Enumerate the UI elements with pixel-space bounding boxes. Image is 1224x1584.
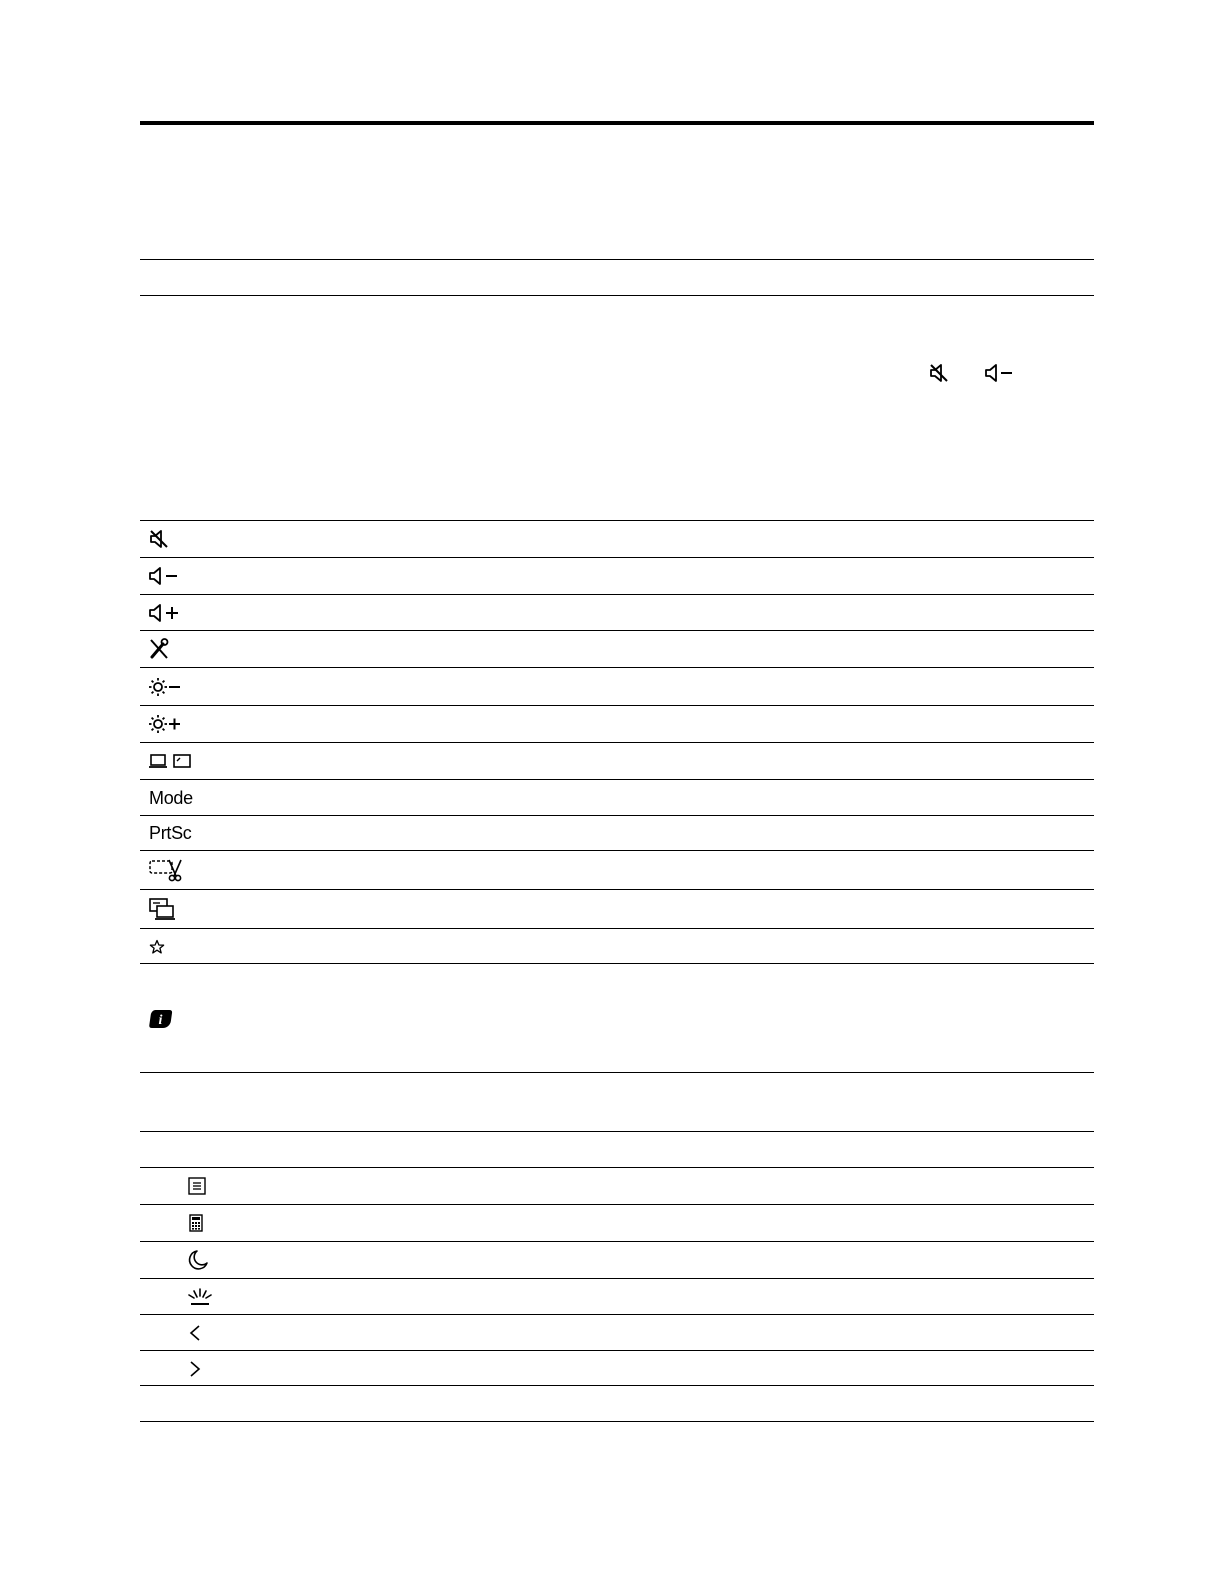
table-rule — [140, 1241, 1094, 1242]
table-rule — [140, 779, 1094, 780]
table-rule — [140, 742, 1094, 743]
print-screen-key-label — [149, 818, 192, 848]
volume-up-icon — [148, 598, 180, 628]
prtsc-key-text: PrtSc — [149, 823, 192, 843]
table-rule — [140, 1421, 1094, 1422]
table-rule — [140, 1385, 1094, 1386]
screen-mirror-icon — [148, 894, 178, 924]
inline-icon-group — [928, 362, 1014, 389]
table-rule — [140, 963, 1094, 964]
table-rule — [140, 1167, 1094, 1168]
table-rule — [140, 1072, 1094, 1073]
header-rule — [140, 121, 1094, 125]
speaker-mute-icon — [148, 524, 170, 554]
brightness-up-icon — [148, 709, 182, 739]
table-rule — [140, 259, 1094, 260]
microphone-mute-icon — [148, 634, 170, 664]
sleep-moon-icon — [187, 1245, 209, 1275]
svg-text:i: i — [158, 1013, 163, 1028]
chevron-right-icon — [187, 1354, 203, 1384]
table-rule — [140, 815, 1094, 816]
table-rule — [140, 1204, 1094, 1205]
display-switch-icon — [148, 746, 192, 776]
table-rule — [140, 705, 1094, 706]
mode-key-label — [149, 783, 193, 813]
table-rule — [140, 295, 1094, 296]
table-rule — [140, 594, 1094, 595]
volume-down-icon — [984, 362, 1014, 389]
table-rule — [140, 850, 1094, 851]
keyboard-backlight-icon — [187, 1282, 213, 1312]
table-rule — [140, 557, 1094, 558]
table-rule — [140, 667, 1094, 668]
star-icon — [149, 932, 165, 962]
menu-list-icon — [187, 1171, 207, 1201]
brightness-down-icon — [148, 672, 182, 702]
table-rule — [140, 1131, 1094, 1132]
volume-down-icon — [148, 561, 180, 591]
mode-key-text: Mode — [149, 788, 193, 808]
table-rule — [140, 1314, 1094, 1315]
info-icon — [148, 1004, 174, 1034]
table-rule — [140, 1278, 1094, 1279]
table-rule — [140, 889, 1094, 890]
table-rule — [140, 1350, 1094, 1351]
speaker-mute-icon — [928, 362, 950, 389]
table-rule — [140, 928, 1094, 929]
chevron-left-icon — [187, 1318, 203, 1348]
calculator-icon — [187, 1208, 205, 1238]
table-rule — [140, 630, 1094, 631]
snipping-tool-icon — [148, 855, 186, 885]
table-rule — [140, 520, 1094, 521]
